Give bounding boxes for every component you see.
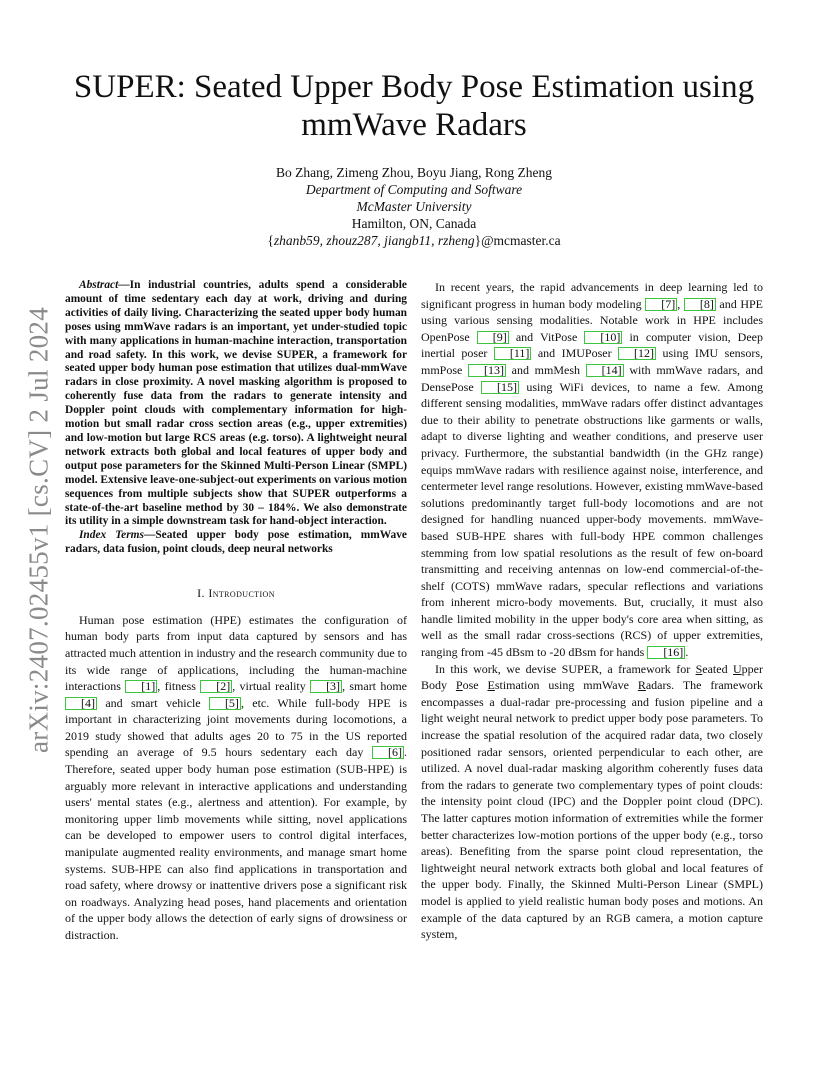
acronym-letter: E xyxy=(487,678,495,693)
citation-link[interactable]: [8] xyxy=(684,298,716,311)
author-block xyxy=(60,164,768,249)
location: Hamilton, ON, Canada xyxy=(351,216,477,231)
citation-link[interactable]: [9] xyxy=(477,331,509,344)
left-column xyxy=(65,279,407,944)
text-run: , smart home xyxy=(342,679,407,694)
text-run: , etc. While full-body HPE is important in characterizing joint movements during locomotions, a 2019 study showed that adults ages 20 to 75 in the US reported spending an average of 9.5 hours sedentary each day xyxy=(65,695,407,760)
text-run: with mmWave radars, and DensePose xyxy=(421,362,763,394)
arxiv-id: arXiv:2407.02455v1 [cs.CV] 2 Jul 2024 xyxy=(23,306,54,754)
citation-link[interactable]: [14] xyxy=(586,364,624,377)
abstract-label: Abstract xyxy=(79,279,119,291)
text-run: pper Body xyxy=(421,661,763,693)
text-run: using IMU sensors, mmPose xyxy=(421,346,763,377)
citation-link[interactable]: [7] xyxy=(645,298,677,311)
text-run: adars. The framework encompasses a dual-radar pre-processing and fusion pipeline and a light weight neural network to predict upper body pose parameters. To increase the spatial resolution of the acquired radar data, two closely positioned radar sensors, oriented perpendicular to each other, are utilized. A novel dual-radar masking algorithm coherently fuses data from the radars to generate two complementary types of point clouds: the intensity point cloud (IPC) and the Doppler point cloud (DPC). The latter captures motion information of extremities while the former better characterizes low-motion portions of the upper body (e.g., torso areas). Benefiting from the sparse point cloud representation, the lightweight neural network extracts both global and local features of the upper body. Finally, the Skinned Multi-Person Linear (SMPL) model is applied to yield realistic human body poses and motions. An example of the data captured by an RGB camera, a motion capture system, xyxy=(421,678,764,942)
citation-link[interactable]: [15] xyxy=(481,381,519,394)
arxiv-identifier-stamp xyxy=(22,300,56,760)
index-terms-label: Index Terms xyxy=(79,529,144,542)
section-heading xyxy=(65,585,407,602)
citation-link[interactable]: [6] xyxy=(372,746,404,759)
intro-paragraph-1 xyxy=(65,612,407,944)
intro-paragraph-3 xyxy=(421,661,763,943)
email-usernames: zhanb59, zhouz287, jiangb11, rzheng xyxy=(273,233,475,248)
citation-link[interactable]: [1] xyxy=(125,680,157,693)
citation-link[interactable]: [13] xyxy=(468,364,506,377)
acronym-letter: R xyxy=(637,678,646,693)
text-run: and IMUPoser xyxy=(531,346,619,361)
acronym-letter: U xyxy=(733,661,742,676)
section-title: Introduction xyxy=(208,586,275,601)
text-run: using WiFi devices, to name a few. Among different sensing modalities, mmWave radars offer distinct advantages due to their ability to penetrate obstructions like garments or walls, adapt to diverse lighting and weather conditions, and preserve user privacy. Furthermore, the substantial bandwidth (in the GHz range) equips mmWave radars with resilience against noise, interference, and centermeter level range resolutions. However, existing mmWave-based solutions predominantly target full-body locomotions and are not designed for handling nuanced upper-body movements. mmWave-based SUB-HPE shares with full-body HPE common challenges stemming from low spatial resolutions as the result of few on-board transmitting and receiving antennas on low-end commercial-of-the-shelf (COTS) mmWave radars, specular reflections and variations from inherent micro-body movements. But, crucially, it must also handle limited mobility in the upper body's core area when sitting, as well as the small radar cross-sections (RCS) of upper extremities, ranging from -45 dBsm to -20 dBsm for hands xyxy=(421,379,763,660)
acronym-letter: P xyxy=(455,678,463,693)
title-line-1: SUPER: Seated Upper Body Pose Estimation using xyxy=(73,69,755,105)
citation-link[interactable]: [3] xyxy=(310,680,342,693)
citation-link[interactable]: [10] xyxy=(584,331,622,344)
text-run: and mmMesh xyxy=(506,362,586,377)
text-run: and VitPose xyxy=(508,329,585,344)
text-run: , virtual reality xyxy=(232,679,311,694)
citation-link[interactable]: [5] xyxy=(209,697,241,710)
text-run: . xyxy=(685,645,689,660)
citation-link[interactable]: [2] xyxy=(200,680,232,693)
citation-link[interactable]: [16] xyxy=(647,646,685,659)
citation-link[interactable]: [4] xyxy=(65,697,97,710)
text-run: In this work, we devise SUPER, a framework for xyxy=(435,661,696,676)
author-names: Bo Zhang, Zimeng Zhou, Boyu Jiang, Rong Zheng xyxy=(276,165,552,180)
emails: {zhanb59, zhouz287, jiangb11, rzheng}@mcmaster.ca xyxy=(267,233,561,248)
text-run: . Therefore, seated upper body human pose estimation (SUB-HPE) is arguably more relevant in interactive applications and understanding users' mental states (e.g., alertness and attention). For example, by monitoring upper limb movements while sitting, novel applications can be developed to empower users to control digital interfaces, manipulate augmented reality environments, and manage smart home systems. SUB-HPE can also find applications in transportation and road safety, where drowsy or inattentive drivers pose a significant risk on roadways. Analyzing head poses, hand placements and orientation of the upper body allows the detection of early signs of drowsiness or distraction. xyxy=(65,745,407,942)
acronym-letter: S xyxy=(695,661,703,676)
text-run: in computer vision, Deep inertial poser xyxy=(421,329,763,361)
intro-paragraph-2 xyxy=(421,279,763,661)
abstract xyxy=(65,279,407,529)
abstract-text: —In industrial countries, adults spend a considerable amount of time sedentary each day at work, driving and during activities of daily living. Characterizing the seated upper body human poses using mmWave radars is an important, yet under-studied topic with many applications in human-machine interaction, transportation and road safety. In this work, we devise SUPER, a framework for seated upper body human pose estimation that utilizes dual-mmWave radars in close proximity. A novel masking algorithm is proposed to coherently fuse data from the radars to generate intensity and Doppler point clouds with complementary information for high-motion but small radar cross section areas (e.g., upper extremities) and low-motion but large RCS areas (e.g. torso). A lightweight neural network extracts both global and local features of upper body and output pose parameters for the Skinned Multi-Person Linear (SMPL) model. Extensive leave-one-subject-out experiments on various motion sequences from multiple subjects show that SUPER outperforms a state-of-the-art baseline method by 30 – 184%. We also demonstrate its utility in a simple downstream task for hand-object interaction. xyxy=(65,279,407,528)
text-run: Human pose estimation (HPE) estimates the configuration of human body parts from input data captured by sensors and has attracted much attention in industry and the research community due to its wide range of applications, including the human-machine interactions xyxy=(65,612,407,694)
text-run: ose xyxy=(462,678,488,693)
title-line-2: mmWave Radars xyxy=(301,107,527,143)
text-run: , xyxy=(677,296,684,311)
text-run: eated xyxy=(702,661,733,676)
right-column xyxy=(421,279,763,943)
department: Department of Computing and Software xyxy=(305,182,523,197)
email-domain: @mcmaster.ca xyxy=(481,233,561,248)
citation-link[interactable]: [12] xyxy=(618,347,656,360)
text-run: In recent years, the rapid advancements in deep learning led to significant progress in human body modeling xyxy=(421,280,763,311)
citation-link[interactable]: [11] xyxy=(494,347,532,360)
university: McMaster University xyxy=(356,199,472,214)
paper-title xyxy=(60,68,768,144)
index-terms-text: —Seated upper body pose estimation, mmWave radars, data fusion, point clouds, deep neural networks xyxy=(65,529,407,556)
index-terms xyxy=(65,529,407,557)
text-run: stimation using mmWave xyxy=(494,678,638,693)
section-number: I. xyxy=(197,586,205,601)
text-run: and HPE using various sensing modalities. Notable work in HPE includes OpenPose xyxy=(421,296,764,344)
text-run: , fitness xyxy=(157,679,201,694)
text-run: and smart vehicle xyxy=(97,695,209,710)
